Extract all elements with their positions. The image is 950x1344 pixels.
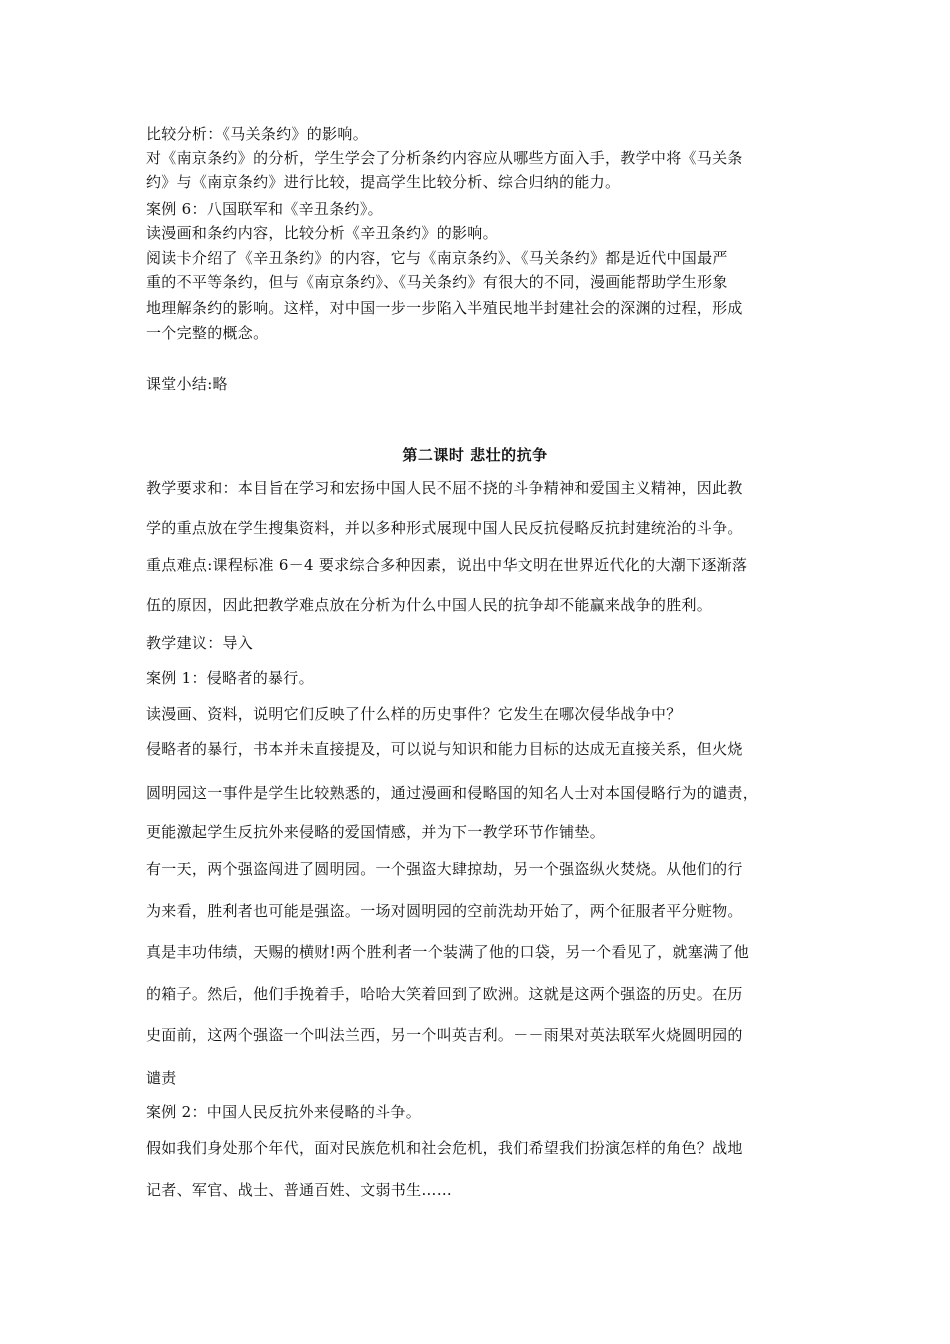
paragraph-line: 案例 6：八国联军和《辛丑条约》。 xyxy=(146,200,383,218)
paragraph-line: 教学要求和：本目旨在学习和宏扬中国人民不屈不挠的斗争精神和爱国主义精神，因此教 xyxy=(146,479,743,497)
paragraph-line: 读漫画、资料，说明它们反映了什么样的历史事件？它发生在哪次侵华战争中？ xyxy=(146,705,682,723)
paragraph-line: 学的重点放在学生搜集资料，并以多种形式展现中国人民反抗侵略反抗封建统治的斗争。 xyxy=(146,519,743,537)
paragraph-line: 重的不平等条约，但与《南京条约》、《马关条约》有很大的不同，漫画能帮助学生形象 xyxy=(146,273,728,291)
paragraph-line: 教学建议：导入 xyxy=(146,634,254,652)
paragraph-line: 更能激起学生反抗外来侵略的爱国情感，并为下一教学环节作铺垫。 xyxy=(146,823,606,841)
paragraph-line: 侵略者的暴行，书本并未直接提及，可以说与知识和能力目标的达成无直接关系，但火烧 xyxy=(146,740,743,758)
paragraph-line: 读漫画和条约内容，比较分析《辛丑条约》的影响。 xyxy=(146,224,498,242)
section-title: 第二课时 悲壮的抗争 xyxy=(402,446,548,464)
class-summary: 课堂小结:略 xyxy=(146,375,228,393)
paragraph-line: 案例 2：中国人民反抗外来侵略的斗争。 xyxy=(146,1103,422,1121)
paragraph-line: 一个完整的概念。 xyxy=(146,324,269,342)
paragraph-line: 记者、军官、战士、普通百姓、文弱书生…… xyxy=(146,1181,453,1199)
paragraph-line: 有一天，两个强盗闯进了圆明园。一个强盗大肆掠劫，另一个强盗纵火焚烧。从他们的行 xyxy=(146,860,743,878)
paragraph-line: 伍的原因，因此把教学难点放在分析为什么中国人民的抗争却不能赢来战争的胜利。 xyxy=(146,596,713,614)
paragraph-line: 约》与《南京条约》进行比较，提高学生比较分析、综合归纳的能力。 xyxy=(146,173,621,191)
paragraph-line: 比较分析：《马关条约》的影响。 xyxy=(146,125,369,143)
paragraph-line: 为来看，胜利者也可能是强盗。一场对圆明园的空前洗劫开始了，两个征服者平分赃物。 xyxy=(146,902,743,920)
paragraph-line: 的箱子。然后，他们手挽着手，哈哈大笑着回到了欧洲。这就是这两个强盗的历史。在历 xyxy=(146,985,743,1003)
paragraph-line: 地理解条约的影响。这样，对中国一步一步陷入半殖民地半封建社会的深渊的过程，形成 xyxy=(146,299,743,317)
paragraph-line: 真是丰功伟绩，天赐的横财!两个胜利者一个装满了他的口袋，另一个看见了，就塞满了他 xyxy=(146,943,750,961)
paragraph-line: 圆明园这一事件是学生比较熟悉的，通过漫画和侵略国的知名人士对本国侵略行为的谴责， xyxy=(146,784,759,802)
paragraph-line: 史面前，这两个强盗一个叫法兰西，另一个叫英吉利。－－雨果对英法联军火烧圆明园的 xyxy=(146,1026,743,1044)
paragraph-line: 假如我们身处那个年代，面对民族危机和社会危机，我们希望我们扮演怎样的角色？战地 xyxy=(146,1139,743,1157)
paragraph-line: 谴责 xyxy=(146,1069,177,1087)
paragraph-line: 对《南京条约》的分析，学生学会了分析条约内容应从哪些方面入手，教学中将《马关条 xyxy=(146,149,743,167)
paragraph-line: 案例 1：侵略者的暴行。 xyxy=(146,669,314,687)
paragraph-line: 重点难点:课程标准 6－4 要求综合多种因素，说出中华文明在世界近代化的大潮下逐渐落 xyxy=(146,556,748,574)
paragraph-line: 阅读卡介绍了《辛丑条约》的内容，它与《南京条约》、《马关条约》都是近代中国最严 xyxy=(146,249,728,267)
